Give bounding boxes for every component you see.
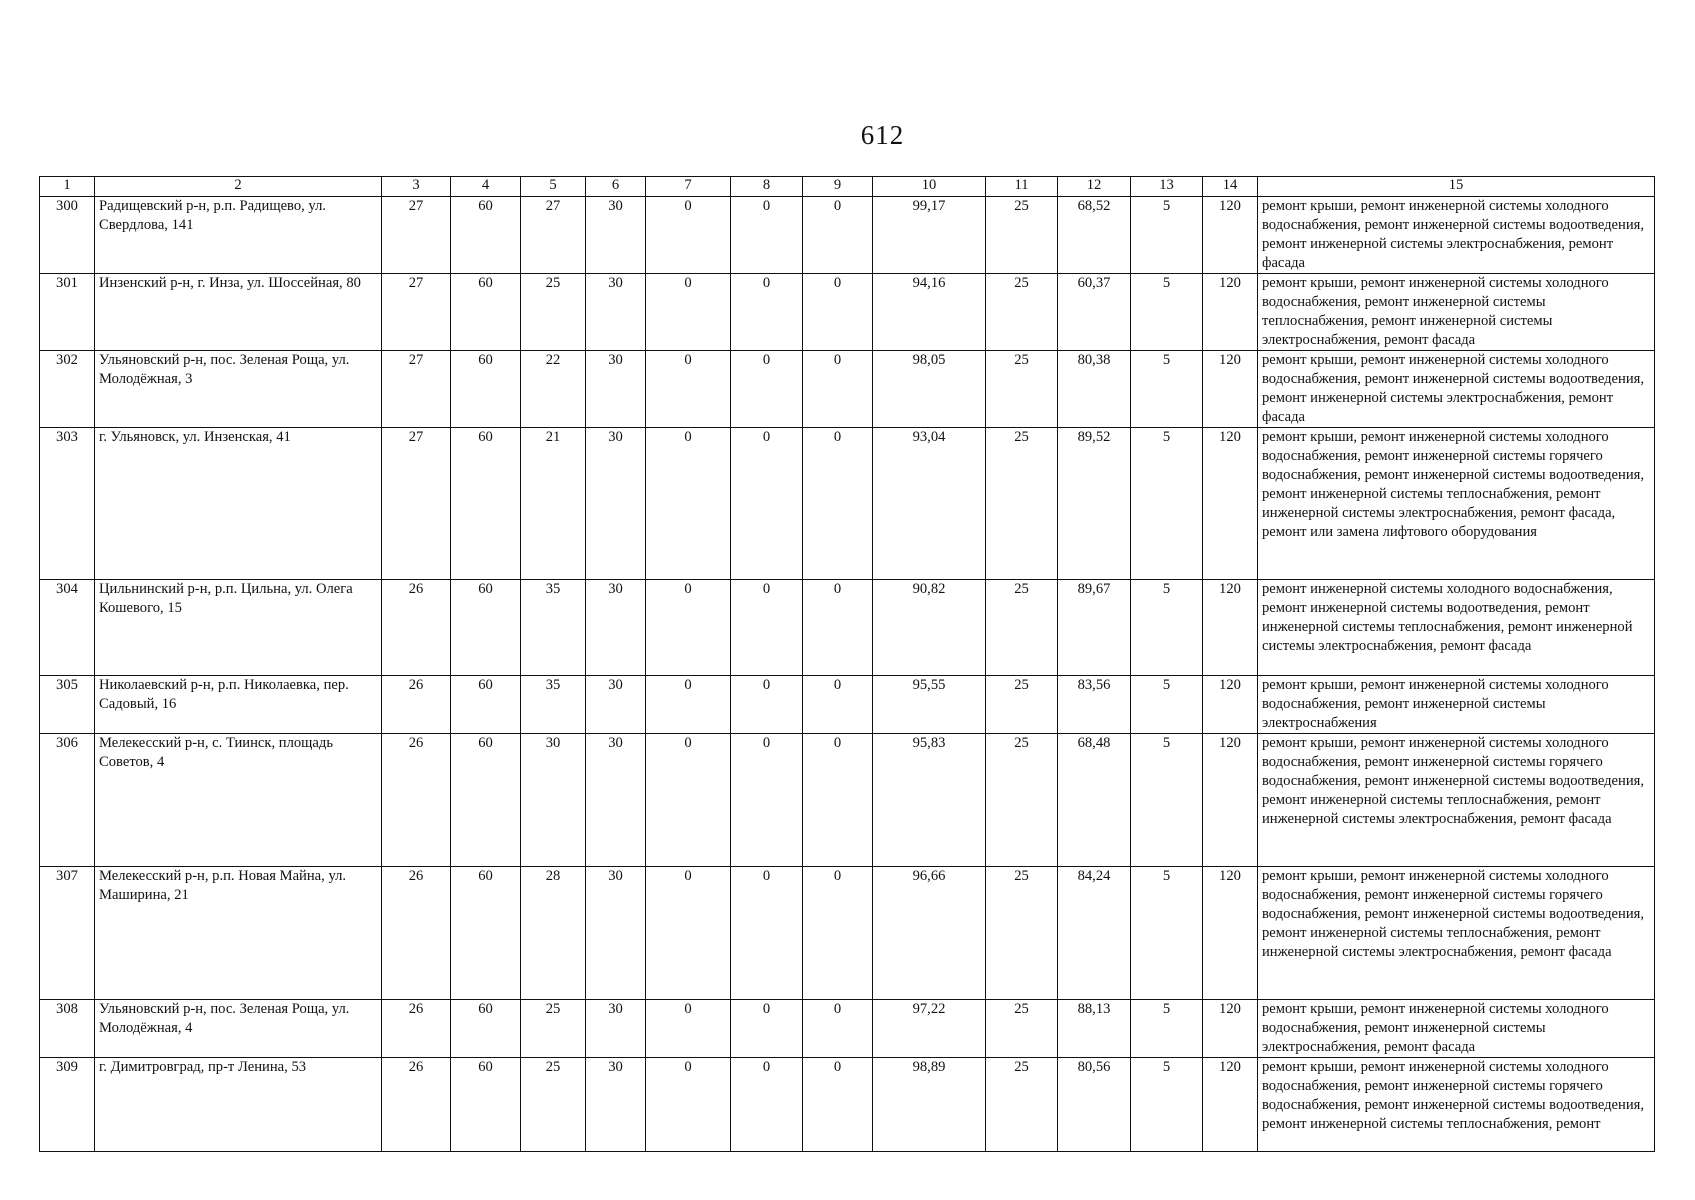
address-cell: Радищевский р-н, р.п. Радищево, ул. Свердлова, 141: [95, 197, 382, 274]
value-cell: 0: [731, 428, 803, 580]
value-cell: 26: [382, 734, 451, 867]
value-cell: 83,56: [1058, 676, 1131, 734]
value-cell: 0: [731, 734, 803, 867]
value-cell: 35: [521, 676, 586, 734]
column-header: 3: [382, 177, 451, 197]
repair-works-cell: ремонт крыши, ремонт инженерной системы холодного водоснабжения, ремонт инженерной системы водоотведения, ремонт инженерной системы электроснабжения, ремонт фасада: [1258, 197, 1655, 274]
row-number-cell: 309: [40, 1058, 95, 1152]
value-cell: 5: [1131, 1000, 1203, 1058]
address-cell: Ульяновский р-н, пос. Зеленая Роща, ул. Молодёжная, 4: [95, 1000, 382, 1058]
value-cell: 27: [521, 197, 586, 274]
value-cell: 25: [986, 676, 1058, 734]
value-cell: 120: [1203, 580, 1258, 676]
table-row: [40, 867, 1655, 1000]
column-header: 13: [1131, 177, 1203, 197]
table-row: [40, 197, 1655, 274]
table-row: [40, 1058, 1655, 1152]
address-cell: Мелекесский р-н, с. Тиинск, площадь Советов, 4: [95, 734, 382, 867]
value-cell: 60,37: [1058, 274, 1131, 351]
housing-repair-table: [39, 176, 1655, 1152]
value-cell: 25: [986, 197, 1058, 274]
value-cell: 0: [731, 1058, 803, 1152]
table-row: [40, 1000, 1655, 1058]
column-header: 7: [646, 177, 731, 197]
value-cell: 0: [646, 1000, 731, 1058]
value-cell: 60: [451, 351, 521, 428]
value-cell: 96,66: [873, 867, 986, 1000]
value-cell: 28: [521, 867, 586, 1000]
value-cell: 60: [451, 274, 521, 351]
value-cell: 26: [382, 676, 451, 734]
value-cell: 5: [1131, 676, 1203, 734]
column-header: 9: [803, 177, 873, 197]
value-cell: 120: [1203, 197, 1258, 274]
value-cell: 0: [731, 867, 803, 1000]
value-cell: 0: [646, 428, 731, 580]
value-cell: 30: [586, 734, 646, 867]
address-cell: Мелекесский р-н, р.п. Новая Майна, ул. Маширина, 21: [95, 867, 382, 1000]
value-cell: 0: [731, 580, 803, 676]
value-cell: 5: [1131, 351, 1203, 428]
value-cell: 26: [382, 580, 451, 676]
value-cell: 30: [521, 734, 586, 867]
address-cell: г. Димитровград, пр-т Ленина, 53: [95, 1058, 382, 1152]
value-cell: 25: [986, 1058, 1058, 1152]
value-cell: 120: [1203, 676, 1258, 734]
value-cell: 68,52: [1058, 197, 1131, 274]
value-cell: 30: [586, 676, 646, 734]
value-cell: 0: [646, 274, 731, 351]
value-cell: 0: [646, 867, 731, 1000]
value-cell: 0: [646, 734, 731, 867]
column-header: 15: [1258, 177, 1655, 197]
value-cell: 30: [586, 580, 646, 676]
value-cell: 94,16: [873, 274, 986, 351]
value-cell: 0: [646, 351, 731, 428]
value-cell: 30: [586, 274, 646, 351]
value-cell: 120: [1203, 734, 1258, 867]
address-cell: г. Ульяновск, ул. Инзенская, 41: [95, 428, 382, 580]
value-cell: 30: [586, 1000, 646, 1058]
column-header: 14: [1203, 177, 1258, 197]
table-row: [40, 676, 1655, 734]
value-cell: 30: [586, 1058, 646, 1152]
value-cell: 80,38: [1058, 351, 1131, 428]
address-cell: Ульяновский р-н, пос. Зеленая Роща, ул. Молодёжная, 3: [95, 351, 382, 428]
address-cell: Николаевский р-н, р.п. Николаевка, пер. Садовый, 16: [95, 676, 382, 734]
value-cell: 68,48: [1058, 734, 1131, 867]
row-number-cell: 302: [40, 351, 95, 428]
value-cell: 26: [382, 867, 451, 1000]
value-cell: 5: [1131, 867, 1203, 1000]
value-cell: 97,22: [873, 1000, 986, 1058]
value-cell: 84,24: [1058, 867, 1131, 1000]
value-cell: 25: [986, 351, 1058, 428]
value-cell: 60: [451, 1000, 521, 1058]
table-row: [40, 428, 1655, 580]
value-cell: 90,82: [873, 580, 986, 676]
column-header: 10: [873, 177, 986, 197]
row-number-cell: 301: [40, 274, 95, 351]
address-cell: Цильнинский р-н, р.п. Цильна, ул. Олега Кошевого, 15: [95, 580, 382, 676]
value-cell: 95,83: [873, 734, 986, 867]
value-cell: 0: [646, 580, 731, 676]
repair-works-cell: ремонт крыши, ремонт инженерной системы холодного водоснабжения, ремонт инженерной системы электроснабжения: [1258, 676, 1655, 734]
value-cell: 120: [1203, 1000, 1258, 1058]
value-cell: 0: [803, 734, 873, 867]
value-cell: 0: [731, 197, 803, 274]
value-cell: 0: [803, 867, 873, 1000]
column-header: 11: [986, 177, 1058, 197]
value-cell: 88,13: [1058, 1000, 1131, 1058]
value-cell: 25: [986, 734, 1058, 867]
page-number: 612: [860, 120, 905, 150]
value-cell: 0: [803, 351, 873, 428]
row-number-cell: 304: [40, 580, 95, 676]
value-cell: 60: [451, 867, 521, 1000]
value-cell: 5: [1131, 274, 1203, 351]
repair-works-cell: ремонт крыши, ремонт инженерной системы холодного водоснабжения, ремонт инженерной системы теплоснабжения, ремонт инженерной системы электроснабжения, ремонт фасада: [1258, 274, 1655, 351]
value-cell: 0: [803, 580, 873, 676]
value-cell: 89,67: [1058, 580, 1131, 676]
value-cell: 25: [986, 1000, 1058, 1058]
value-cell: 30: [586, 867, 646, 1000]
value-cell: 25: [521, 1058, 586, 1152]
value-cell: 25: [986, 867, 1058, 1000]
value-cell: 0: [646, 197, 731, 274]
repair-works-cell: ремонт крыши, ремонт инженерной системы холодного водоснабжения, ремонт инженерной системы водоотведения, ремонт инженерной системы электроснабжения, ремонт фасада: [1258, 351, 1655, 428]
value-cell: 98,89: [873, 1058, 986, 1152]
value-cell: 0: [803, 428, 873, 580]
address-cell: Инзенский р-н, г. Инза, ул. Шоссейная, 80: [95, 274, 382, 351]
value-cell: 98,05: [873, 351, 986, 428]
value-cell: 60: [451, 734, 521, 867]
value-cell: 35: [521, 580, 586, 676]
value-cell: 0: [803, 197, 873, 274]
value-cell: 0: [731, 351, 803, 428]
value-cell: 25: [521, 1000, 586, 1058]
value-cell: 25: [521, 274, 586, 351]
repair-works-cell: ремонт крыши, ремонт инженерной системы холодного водоснабжения, ремонт инженерной системы горячего водоснабжения, ремонт инженерной системы водоотведения, ремонт инженерной системы теплоснабжения, ремонт инженерной системы электроснабжения, ремонт фасада: [1258, 734, 1655, 867]
repair-works-cell: ремонт крыши, ремонт инженерной системы холодного водоснабжения, ремонт инженерной системы горячего водоснабжения, ремонт инженерной системы водоотведения, ремонт инженерной системы теплоснабжения, ремонт: [1258, 1058, 1655, 1152]
value-cell: 60: [451, 580, 521, 676]
row-number-cell: 306: [40, 734, 95, 867]
value-cell: 0: [731, 1000, 803, 1058]
row-number-cell: 308: [40, 1000, 95, 1058]
value-cell: 5: [1131, 197, 1203, 274]
repair-works-cell: ремонт крыши, ремонт инженерной системы холодного водоснабжения, ремонт инженерной системы горячего водоснабжения, ремонт инженерной системы водоотведения, ремонт инженерной системы теплоснабжения, ремонт инженерной системы электроснабжения, ремонт фасада: [1258, 867, 1655, 1000]
value-cell: 26: [382, 1000, 451, 1058]
value-cell: 60: [451, 428, 521, 580]
value-cell: 5: [1131, 428, 1203, 580]
value-cell: 93,04: [873, 428, 986, 580]
column-header: 2: [95, 177, 382, 197]
row-number-cell: 300: [40, 197, 95, 274]
value-cell: 0: [803, 274, 873, 351]
table-row: [40, 274, 1655, 351]
table-row: [40, 351, 1655, 428]
value-cell: 60: [451, 197, 521, 274]
table-row: [40, 580, 1655, 676]
table-row: [40, 734, 1655, 867]
table-body: [40, 197, 1655, 1152]
value-cell: 120: [1203, 867, 1258, 1000]
column-header: 6: [586, 177, 646, 197]
value-cell: 30: [586, 351, 646, 428]
value-cell: 0: [731, 274, 803, 351]
value-cell: 27: [382, 351, 451, 428]
value-cell: 120: [1203, 1058, 1258, 1152]
value-cell: 95,55: [873, 676, 986, 734]
value-cell: 89,52: [1058, 428, 1131, 580]
column-header: 12: [1058, 177, 1131, 197]
value-cell: 0: [731, 676, 803, 734]
value-cell: 25: [986, 580, 1058, 676]
value-cell: 0: [803, 1000, 873, 1058]
value-cell: 60: [451, 676, 521, 734]
value-cell: 27: [382, 274, 451, 351]
value-cell: 99,17: [873, 197, 986, 274]
row-number-cell: 307: [40, 867, 95, 1000]
repair-works-cell: ремонт инженерной системы холодного водоснабжения, ремонт инженерной системы водоотведения, ремонт инженерной системы теплоснабжения, ремонт инженерной системы электроснабжения, ремонт фасада: [1258, 580, 1655, 676]
value-cell: 5: [1131, 734, 1203, 867]
value-cell: 0: [646, 676, 731, 734]
row-number-cell: 303: [40, 428, 95, 580]
value-cell: 26: [382, 1058, 451, 1152]
value-cell: 0: [803, 676, 873, 734]
column-header: 5: [521, 177, 586, 197]
row-number-cell: 305: [40, 676, 95, 734]
repair-works-cell: ремонт крыши, ремонт инженерной системы холодного водоснабжения, ремонт инженерной системы электроснабжения, ремонт фасада: [1258, 1000, 1655, 1058]
value-cell: 120: [1203, 428, 1258, 580]
value-cell: 27: [382, 197, 451, 274]
value-cell: 30: [586, 428, 646, 580]
value-cell: 60: [451, 1058, 521, 1152]
value-cell: 80,56: [1058, 1058, 1131, 1152]
value-cell: 25: [986, 274, 1058, 351]
value-cell: 22: [521, 351, 586, 428]
column-number-row: [40, 177, 1655, 197]
value-cell: 120: [1203, 274, 1258, 351]
value-cell: 0: [646, 1058, 731, 1152]
value-cell: 0: [803, 1058, 873, 1152]
value-cell: 27: [382, 428, 451, 580]
value-cell: 5: [1131, 580, 1203, 676]
value-cell: 120: [1203, 351, 1258, 428]
value-cell: 30: [586, 197, 646, 274]
value-cell: 21: [521, 428, 586, 580]
column-header: 1: [40, 177, 95, 197]
value-cell: 25: [986, 428, 1058, 580]
repair-works-cell: ремонт крыши, ремонт инженерной системы холодного водоснабжения, ремонт инженерной системы горячего водоснабжения, ремонт инженерной системы водоотведения, ремонт инженерной системы теплоснабжения, ремонт инженерной системы электроснабжения, ремонт фасада, ремонт или замена лифтового оборудования: [1258, 428, 1655, 580]
value-cell: 5: [1131, 1058, 1203, 1152]
column-header: 8: [731, 177, 803, 197]
column-header: 4: [451, 177, 521, 197]
